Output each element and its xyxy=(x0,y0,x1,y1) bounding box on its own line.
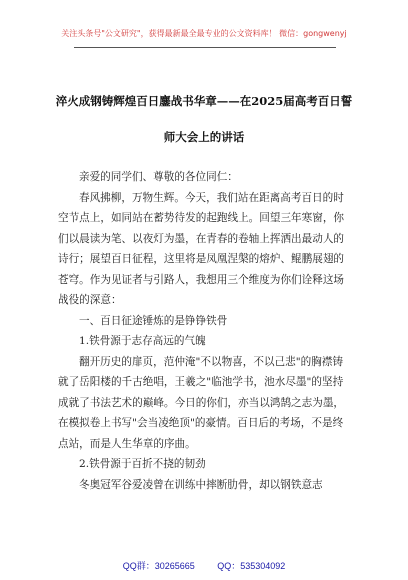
header-divider xyxy=(74,47,336,48)
paragraph: 春风拂柳，万物生辉。今天，我们站在距离高考百日的时空节点上，如同站在蓄势待发的起跑线上。回望三年寒窗，你们以晨读为笔、以夜灯为墨，在青春的卷轴上挥洒出最动人的诗行；展望百日征程，这里将是凤凰涅槃的熔炉、鲲鹏展翅的苍穹。作为见证者与引路人，我想用三个维度为你们诠释这场战役的深意： xyxy=(58,191,345,306)
subsection-heading: 2.铁骨源于百折不挠的韧劲 xyxy=(79,458,206,470)
salutation: 亲爱的同学们、尊敬的各位同仁： xyxy=(79,171,238,183)
footer-qq-group: QQ群：30265665 xyxy=(122,561,195,571)
section-heading: 一、百日征途锤炼的是铮铮铁骨 xyxy=(79,314,228,327)
subsection-heading: 1.铁骨源于志存高远的气魄 xyxy=(79,335,206,347)
document-title: 淬火成钢铸辉煌百日鏖战书华章——在2025届高考百日誓 xyxy=(55,94,353,108)
page-footer xyxy=(0,559,408,572)
document-body xyxy=(58,167,350,495)
document-title-continued: 师大会上的讲话 xyxy=(163,130,245,144)
page-header: 关注头条号"公文研究"，获得最新最全最专业的公文资料库！ 微信：gongwenyj xyxy=(61,29,347,38)
paragraph: 翻开历史的扉页，范仲淹"不以物喜，不以己悲"的胸襟铸就了岳阳楼的千古绝唱，王羲之"临池学书，池水尽墨"的坚持成就了书法艺术的巅峰。今日的你们，亦当以鸿鹄之志为墨，在模拟卷上书写"会当凌绝顶"的豪情。百日后的考场，不是终点站，而是人生华章的序曲。 xyxy=(58,355,345,450)
footer-qq: QQ：535304092 xyxy=(217,561,286,571)
paragraph: 冬奥冠军谷爱凌曾在训练中摔断肋骨，却以钢铁意志 xyxy=(79,478,323,491)
